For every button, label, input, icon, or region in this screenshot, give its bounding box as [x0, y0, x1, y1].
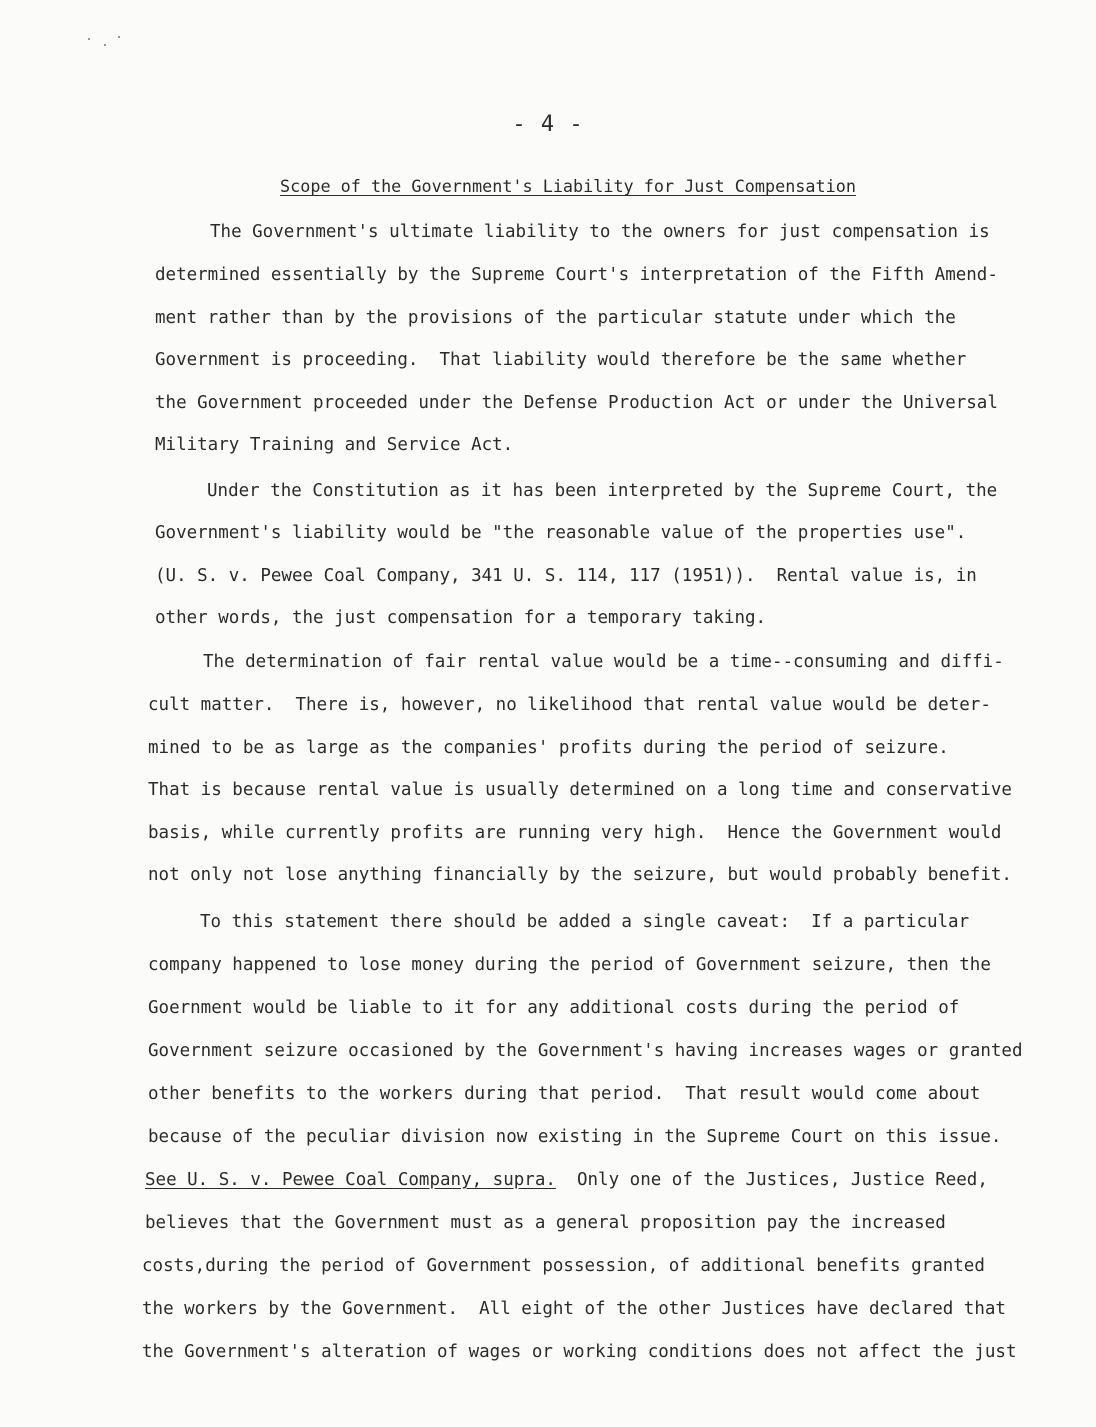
text-line: cult matter. There is, however, no likelihood that rental value would be deter-	[148, 695, 991, 715]
text-line: Government is proceeding. That liability would therefore be the same whether	[155, 350, 967, 370]
text-line: because of the peculiar division now existing in the Supreme Court on this issue.	[148, 1127, 1002, 1147]
text-line: Military Training and Service Act.	[155, 435, 514, 455]
section-heading: Scope of the Government's Liability for Just Compensation	[280, 176, 856, 196]
text-line: the workers by the Government. All eight of the other Justices have declared that	[142, 1299, 1006, 1319]
text-line: mined to be as large as the companies' profits during the period of seizure.	[148, 738, 949, 758]
text-line: Under the Constitution as it has been interpreted by the Supreme Court, the	[207, 481, 998, 501]
case-citation: See U. S. v. Pewee Coal Company, supra.	[145, 1170, 556, 1190]
text-line: To this statement there should be added a single caveat: If a particular	[200, 912, 970, 932]
text-line: other benefits to the workers during that period. That result would come about	[148, 1084, 981, 1104]
paper-speck	[88, 38, 90, 40]
text-line: The determination of fair rental value would be a time--consuming and diffi-	[203, 652, 1004, 672]
text-line: Goernment would be liable to it for any additional costs during the period of	[148, 998, 960, 1018]
text-line: Government's liability would be "the reasonable value of the properties use".	[155, 523, 967, 543]
text-line: believes that the Government must as a general proposition pay the increased	[145, 1213, 946, 1233]
text-line: (U. S. v. Pewee Coal Company, 341 U. S. 114, 117 (1951)). Rental value is, in	[155, 566, 977, 586]
text-line	[145, 1168, 988, 1192]
text-line: other words, the just compensation for a temporary taking.	[155, 608, 767, 628]
text-line: costs,during the period of Government possession, of additional benefits granted	[142, 1256, 985, 1276]
paper-speck	[104, 44, 106, 46]
text-line: the Government's alteration of wages or working conditions does not affect the just	[142, 1342, 1017, 1362]
text-line: ment rather than by the provisions of the particular statute under which the	[155, 308, 956, 328]
text-line: basis, while currently profits are running very high. Hence the Government would	[148, 823, 1002, 843]
text-line: not only not lose anything financially by the seizure, but would probably benefit.	[148, 865, 1012, 885]
text-line: determined essentially by the Supreme Court's interpretation of the Fifth Amend-	[155, 265, 998, 285]
page-number: - 4 -	[512, 112, 584, 137]
text-line: That is because rental value is usually determined on a long time and conservative	[148, 780, 1012, 800]
text-line: company happened to lose money during the period of Government seizure, then the	[148, 955, 991, 975]
text-line: the Government proceeded under the Defense Production Act or under the Universal	[155, 393, 998, 413]
text-line-tail: Only one of the Justices, Justice Reed,	[576, 1170, 988, 1190]
text-line: The Government's ultimate liability to the owners for just compensation is	[210, 222, 990, 242]
paper-speck	[118, 36, 120, 38]
text-line: Government seizure occasioned by the Government's having increases wages or granted	[148, 1041, 1023, 1061]
